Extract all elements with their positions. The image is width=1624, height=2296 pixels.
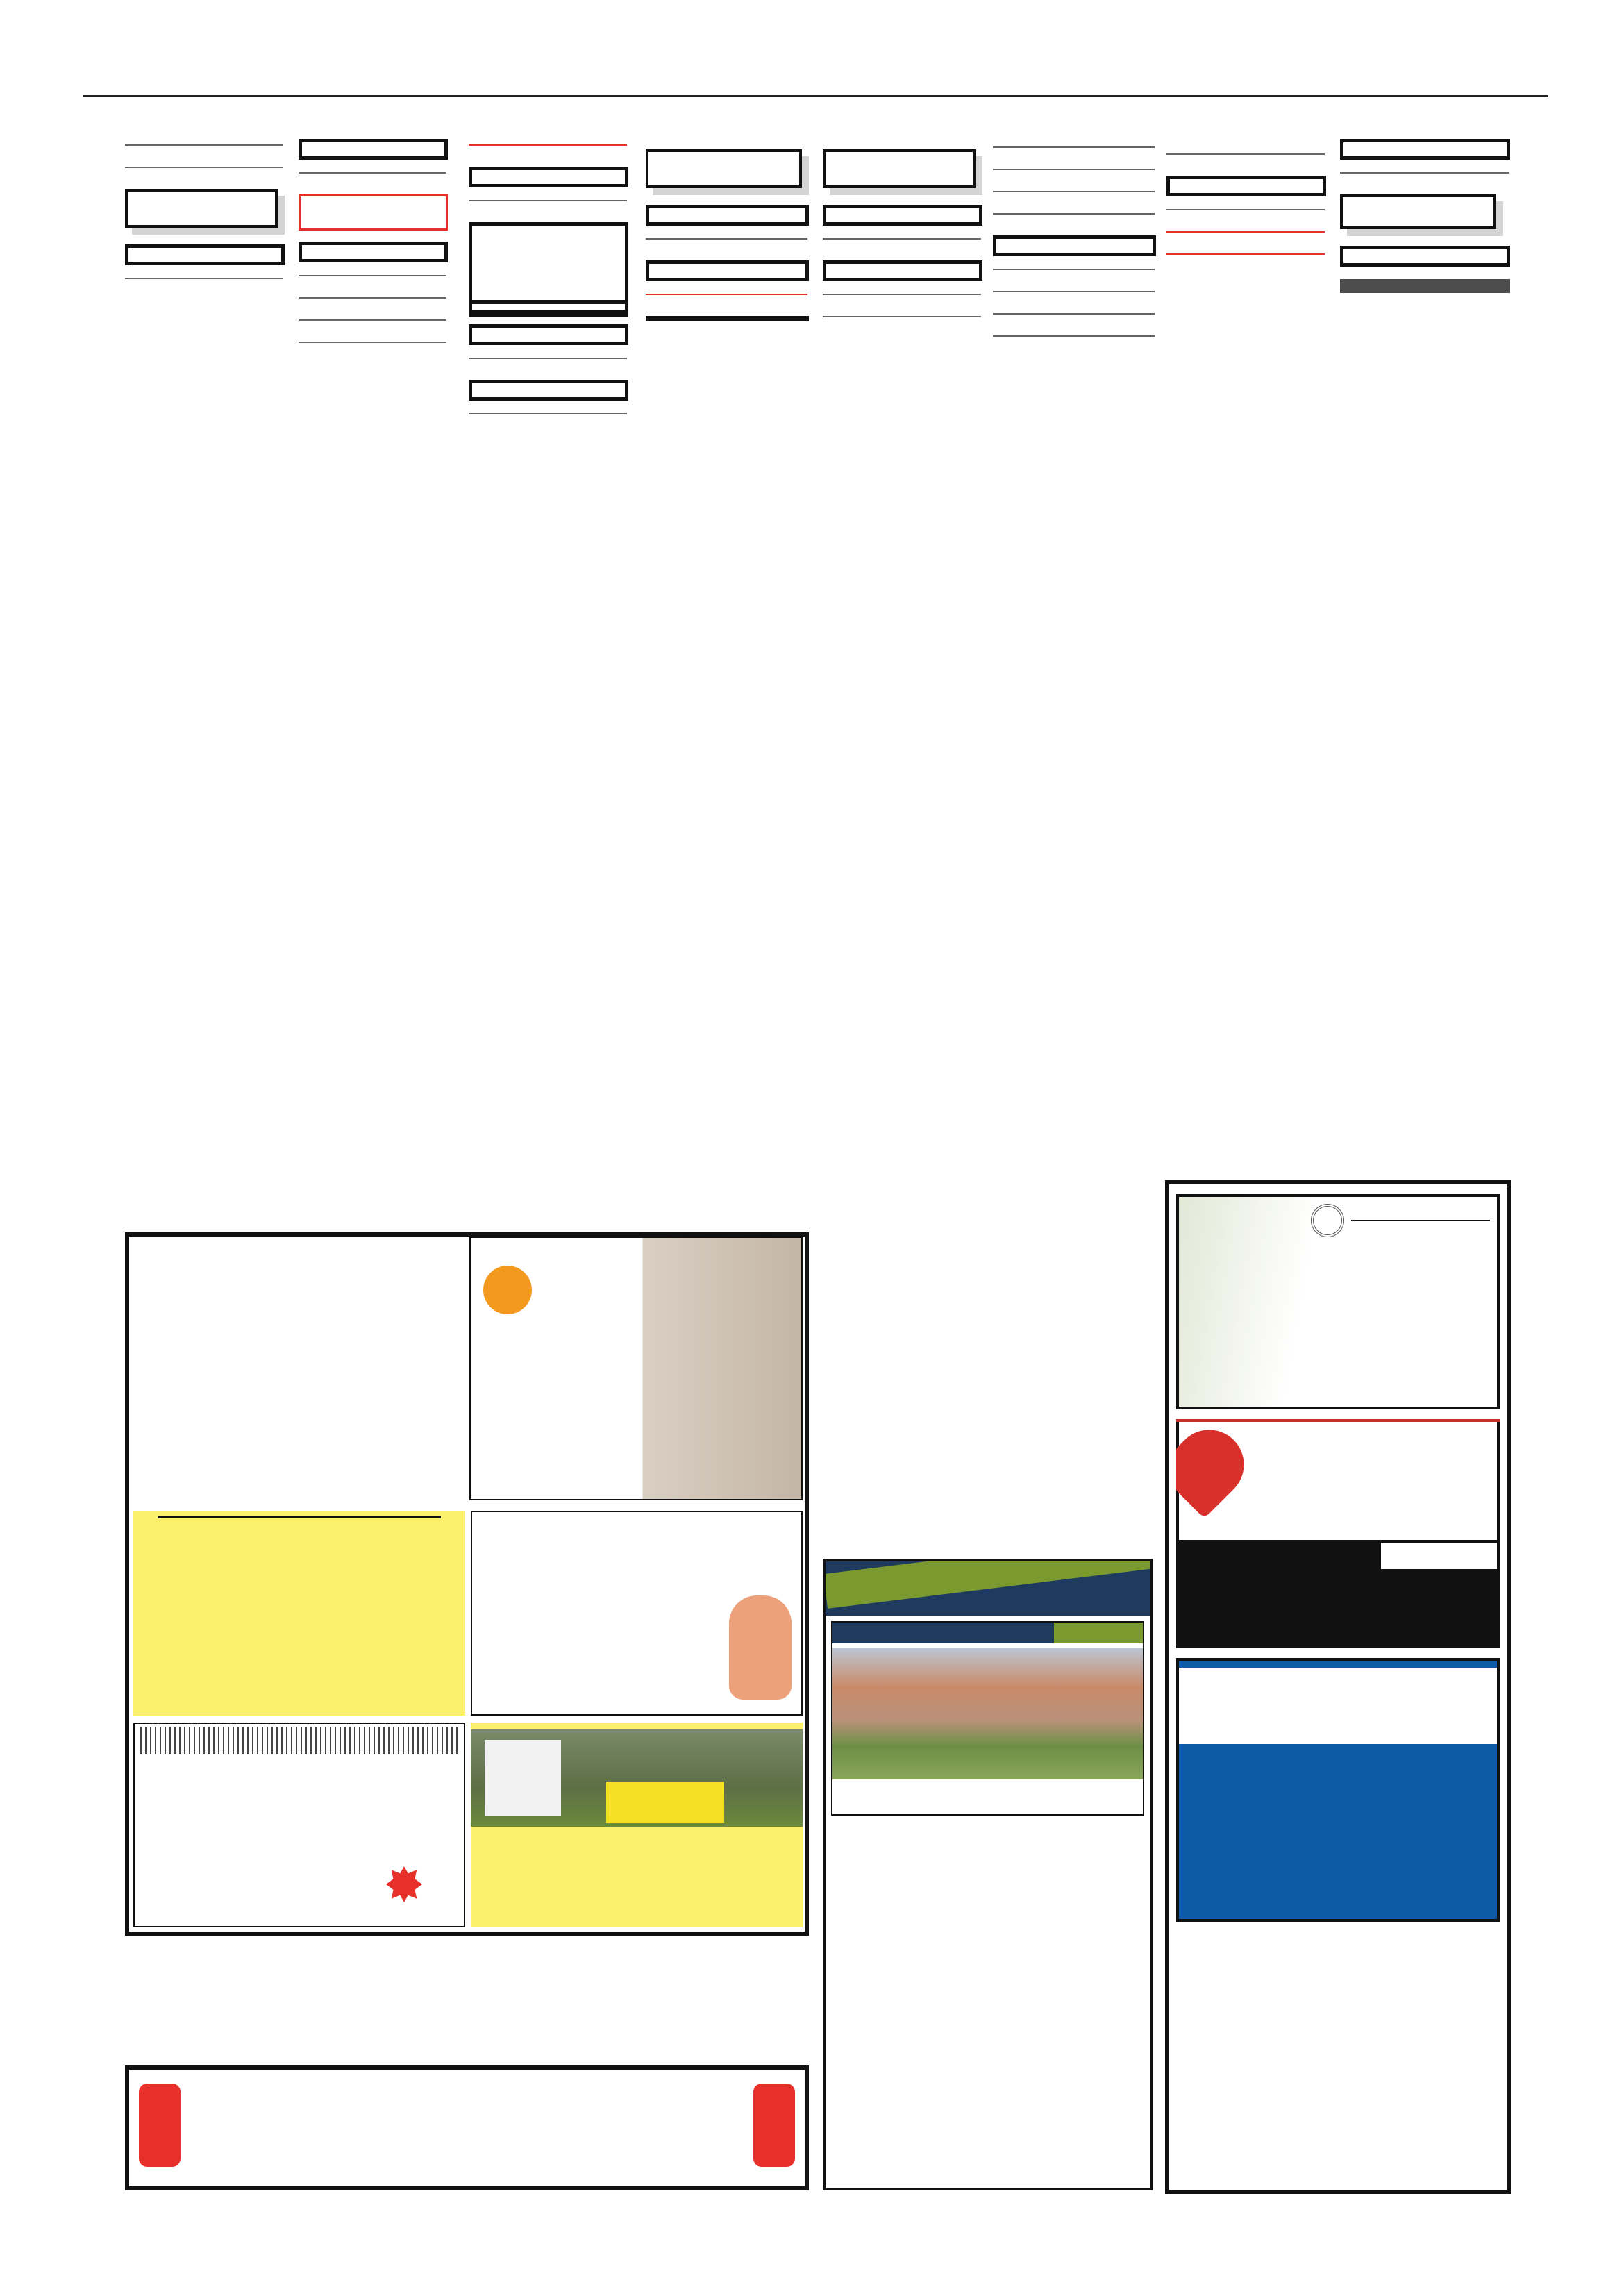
ad-ref	[283, 139, 285, 151]
classified-ad	[823, 294, 982, 306]
bail-bond-ad	[1176, 1419, 1500, 1648]
category-header-jewellery	[646, 205, 809, 226]
ad-ref	[627, 194, 628, 206]
ad-ref	[1155, 263, 1156, 275]
classified-ad	[125, 167, 285, 179]
classified-contact-banner	[125, 2065, 809, 2190]
ad-ref	[1509, 167, 1510, 178]
page-header	[83, 69, 1548, 97]
classified-ad	[646, 238, 809, 251]
classified-ad	[469, 413, 628, 426]
ad-ref	[446, 336, 448, 348]
telephone-icon	[139, 2084, 181, 2167]
ad-ref	[627, 408, 628, 419]
classified-ad	[299, 172, 448, 185]
ad-ref	[283, 161, 285, 173]
for-sale-index	[646, 149, 802, 188]
ad-ref	[1155, 330, 1156, 342]
ad-ref	[807, 288, 809, 300]
column-4	[646, 142, 809, 328]
ad-ref	[1155, 163, 1156, 175]
ad-ref	[1155, 285, 1156, 297]
ad-ref	[981, 288, 982, 300]
classified-ad	[993, 213, 1156, 226]
column-2	[299, 139, 448, 364]
west-waste-ad	[471, 1723, 803, 1927]
bail-bond-contact	[1179, 1543, 1497, 1569]
ad-ref	[1325, 148, 1326, 160]
category-header-child-care	[299, 139, 448, 160]
proline-palisade-ad	[133, 1723, 465, 1927]
goofy-cartoon-icon	[729, 1595, 792, 1700]
truck-cab-icon	[485, 1740, 561, 1816]
column-7	[1166, 142, 1326, 276]
contact-address	[1381, 1543, 1497, 1569]
beths-pawn-shop-ad	[646, 316, 809, 321]
adventum-brand	[1186, 1204, 1490, 1237]
classified-ad	[1166, 231, 1326, 244]
classified-ad	[823, 238, 982, 251]
business-financial-index	[1340, 194, 1496, 229]
classified-ad	[299, 275, 448, 287]
financial-services-directory	[1165, 1180, 1511, 2194]
personal-services-index	[125, 189, 278, 228]
ad-ref	[446, 167, 448, 178]
classified-ad	[1166, 153, 1326, 166]
ad-headline	[471, 1723, 803, 1725]
chelsey-logo	[1179, 1668, 1497, 1744]
am2pm-plumbing-ad	[469, 1237, 803, 1500]
spiral-logo-icon	[1311, 1204, 1344, 1237]
contact-phone	[1179, 1543, 1381, 1569]
classified-ad	[823, 316, 982, 328]
ad-ref	[446, 269, 448, 281]
category-header-garden-flats	[993, 235, 1156, 256]
category-header-wanted-to-buy	[646, 260, 809, 281]
telephone-icon	[753, 2084, 795, 2167]
palisade-fence-icon	[140, 1727, 458, 1754]
classified-ad	[469, 200, 628, 212]
classified-ad	[646, 294, 809, 306]
classified-ad	[469, 358, 628, 370]
classified-ad	[993, 335, 1156, 348]
adventum-debt-ad	[1176, 1194, 1500, 1409]
listing-header	[832, 1623, 1143, 1643]
column-8	[1340, 139, 1510, 293]
classified-ad	[993, 269, 1156, 281]
ad-headline	[1179, 1661, 1497, 1668]
property-hotspot-ad	[823, 1559, 1153, 2190]
category-header-upholstery	[469, 380, 628, 401]
column-5	[823, 142, 982, 338]
ad-ref	[1325, 248, 1326, 260]
category-header-townhouses	[1340, 139, 1510, 160]
classified-ad	[299, 297, 448, 310]
classified-ad	[299, 319, 448, 332]
ad-ref	[1325, 203, 1326, 215]
classified-ad	[299, 342, 448, 354]
classified-ad	[993, 146, 1156, 159]
category-header-tuition	[469, 324, 628, 345]
brand-name	[1351, 1220, 1490, 1221]
ad-ref	[1155, 185, 1156, 197]
ad-ref	[627, 352, 628, 364]
classified-ad	[993, 291, 1156, 303]
ad-ref	[283, 272, 285, 284]
category-header-houses	[1166, 176, 1326, 196]
chelsey-motors-ad	[1176, 1658, 1500, 1922]
ad-ref	[1155, 141, 1156, 153]
contact-phone	[832, 1807, 1143, 1814]
bridging-cash-ad	[1340, 279, 1510, 293]
listing-location	[832, 1623, 1054, 1643]
classified-ad	[1166, 209, 1326, 221]
category-header-flats	[823, 260, 982, 281]
classified-ad	[993, 169, 1156, 181]
blixem-fencing-ad	[469, 222, 628, 317]
goofy-nursery-ad	[471, 1511, 803, 1716]
ad-ref	[446, 314, 448, 326]
ad-ref	[1155, 308, 1156, 319]
classified-ad	[993, 191, 1156, 203]
listing-features	[832, 1786, 1143, 1798]
hotspot-banner	[826, 1561, 1150, 1616]
category-header-catering	[125, 244, 285, 265]
column-6	[993, 142, 1156, 358]
we-want-you-promo	[299, 194, 448, 231]
blixem-logo	[472, 232, 625, 287]
column-3	[469, 142, 628, 435]
building-photo	[832, 1648, 1143, 1779]
ad-ref	[807, 233, 809, 244]
services-directory	[125, 1232, 809, 1936]
category-header-loans	[1340, 246, 1510, 267]
amazing-self-storage-ad	[133, 1511, 465, 1716]
classified-ad	[125, 144, 285, 157]
am2pm-details	[485, 1332, 637, 1336]
classified-ad	[1340, 172, 1510, 185]
classified-ad	[469, 144, 628, 157]
gift-panel	[1179, 1422, 1497, 1540]
listing-tag	[1054, 1623, 1143, 1643]
classified-ad	[1166, 253, 1326, 266]
services-list	[472, 304, 625, 310]
ad-headline	[158, 1516, 441, 1518]
ad-ref	[1155, 208, 1156, 219]
skip-bin-icon	[606, 1782, 724, 1823]
hotspot-listing	[831, 1621, 1144, 1816]
property-to-let-index	[823, 149, 976, 188]
ad-ref	[627, 139, 628, 151]
diy-badge-icon	[386, 1866, 422, 1902]
am2pm-logo-icon	[483, 1266, 532, 1314]
skip-truck-image	[471, 1729, 803, 1827]
ad-ref	[981, 233, 982, 244]
heart-icon	[1176, 1419, 1258, 1518]
category-header-factories	[823, 205, 982, 226]
ad-ref	[1325, 226, 1326, 237]
category-header-removals	[299, 242, 448, 262]
classified-ad	[993, 313, 1156, 326]
classified-ad	[125, 278, 285, 290]
column-1	[125, 142, 285, 300]
ad-ref	[981, 310, 982, 322]
category-header-security	[469, 167, 628, 187]
ad-ref	[446, 292, 448, 303]
contact-block	[472, 310, 625, 314]
